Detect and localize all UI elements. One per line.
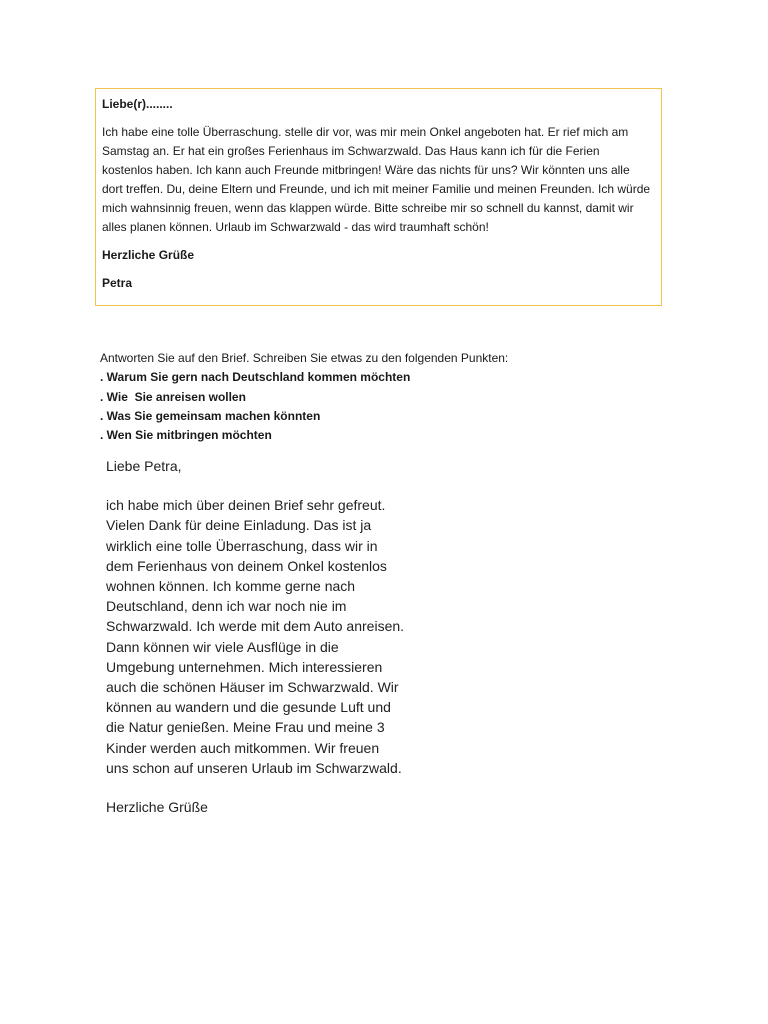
answer-line: dem Ferienhaus von deinem Onkel kostenlos [106, 557, 387, 574]
answer-line: Vielen Dank für deine Einladung. Das ist ja [106, 517, 372, 534]
task-instructions [100, 349, 660, 445]
letter-greeting: Liebe(r)........ [102, 97, 173, 111]
answer-closing: Herzliche Grüße [106, 799, 208, 816]
answer-line: auch die schönen Häuser im Schwarzwald. Wir [106, 679, 399, 696]
answer-line: Schwarzwald. Ich werde mit dem Auto anreisen. [106, 618, 405, 635]
letter-body: Ich habe eine tolle Überraschung. stelle dir vor, was mir mein Onkel angeboten hat. Er rief mich am Samstag an. Er hat ein großes Ferienhaus im Schwarzwald. Das Haus kann ich für die Ferien kostenlos haben. Ich kann auch Freunde mitbringen! Wäre das nichts für uns? Wir könnten uns alle dort treffen. Du, deine Eltern und Freunde, und ich mit meiner Familie und meinen Freunden. Ich würde mich wahnsinnig freuen, wenn das klappen würde. Bitte schreibe mir so schnell du kannst, damit wir alles planen können. Urlaub im Schwarzwald - das wird traumhaft schön! [102, 125, 651, 234]
letter-signature: Petra [102, 276, 133, 290]
answer-letter [106, 456, 466, 817]
answer-line: wohnen können. Ich komme gerne nach [106, 578, 356, 595]
answer-body [106, 495, 466, 778]
task-point: . Warum Sie gern nach Deutschland kommen möchten [100, 370, 411, 385]
answer-line: wirklich eine tolle Überraschung, dass wir in [106, 537, 378, 554]
task-point: . Wie Sie anreisen wollen [100, 389, 246, 404]
letter-box [95, 88, 662, 306]
answer-line: Dann können wir viele Ausflüge in die [106, 638, 339, 655]
answer-line: können au wandern und die gesunde Luft und [106, 699, 391, 716]
answer-line: uns schon auf unseren Urlaub im Schwarzwald. [106, 759, 402, 776]
answer-line: ich habe mich über deinen Brief sehr gefreut. [106, 497, 386, 514]
answer-line: Deutschland, denn ich war noch nie im [106, 598, 347, 615]
answer-line: die Natur genießen. Meine Frau und meine 3 [106, 719, 385, 736]
letter-closing: Herzliche Grüße [102, 248, 195, 262]
task-points-list [100, 368, 660, 445]
task-point: . Was Sie gemeinsam machen könnten [100, 408, 321, 423]
answer-salutation: Liebe Petra, [106, 458, 182, 474]
task-intro: Antworten Sie auf den Brief. Schreiben Sie etwas zu den folgenden Punkten: [100, 351, 509, 365]
task-point: . Wen Sie mitbringen möchten [100, 428, 272, 443]
answer-line: Umgebung unternehmen. Mich interessieren [106, 658, 383, 675]
answer-line: Kinder werden auch mitkommen. Wir freuen [106, 739, 380, 756]
